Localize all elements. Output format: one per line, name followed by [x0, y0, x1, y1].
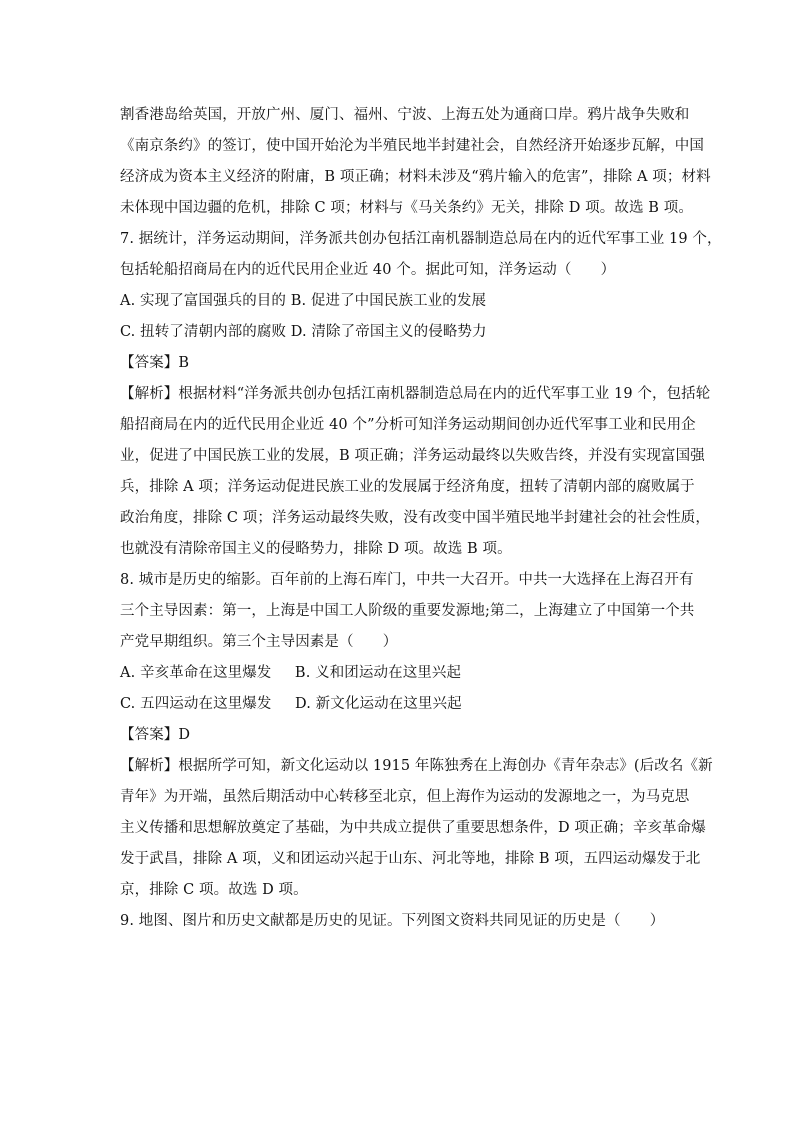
question-7-analysis: 政治角度，排除 C 项；洋务运动最终失败，没有改变中国半殖民地半封建社会的社会性质， [120, 510, 711, 526]
question-8-stem: 8. 城市是历史的缩影。百年前的上海石库门，中共一大召开。中共一大选择在上海召开有 [120, 572, 694, 588]
question-8-analysis: 青年》为开端，虽然后期活动中心转移至北京，但上海作为运动的发源地之一，为马克思 [120, 789, 690, 805]
question-8-options: C. 五四运动在这里爆发 D. 新文化运动在这里兴起 [120, 696, 462, 712]
text-line: 《南京条约》的签订，使中国开始沦为半殖民地半封建社会，自然经济开始逐步瓦解，中国 [120, 138, 704, 154]
question-8-stem: 产党早期组织。第三个主导因素是（ ） [120, 634, 398, 650]
question-7-answer: 【答案】B [120, 355, 190, 371]
question-8-stem: 三个主导因素：第一，上海是中国工人阶级的重要发源地;第二，上海建立了中国第一个共 [120, 603, 695, 619]
text-line: 未体现中国边疆的危机，排除 C 项；材料与《马关条约》无关，排除 D 项。故选 B 项。 [120, 200, 693, 216]
text-line: 经济成为资本主义经济的附庸，B 项正确；材料未涉及“鸦片输入的危害”，排除 A 项；材料 [120, 169, 711, 185]
question-8-analysis: 【解析】根据所学可知，新文化运动以 1915 年陈独秀在上海创办《青年杂志》(后改名《新 [120, 758, 713, 774]
question-8-analysis: 发于武昌，排除 A 项，义和团运动兴起于山东、河北等地，排除 B 项，五四运动爆发于北 [120, 851, 701, 867]
question-7-analysis: 也就没有清除帝国主义的侵略势力，排除 D 项。故选 B 项。 [120, 541, 512, 557]
document-body [120, 100, 722, 937]
question-7-analysis: 【解析】根据材料“洋务派共创办包括江南机器制造总局在内的近代军事工业 19 个，包括轮 [120, 386, 711, 402]
question-9-stem: 9. 地图、图片和历史文献都是历史的见证。下列图文资料共同见证的历史是（ ） [120, 913, 665, 929]
question-7-analysis: 兵，排除 A 项；洋务运动促进民族工业的发展属于经济角度，扭转了清朝内部的腐败属于 [120, 479, 695, 495]
question-7-analysis: 船招商局在内的近代民用企业近 40 个”分析可知洋务运动期间创办近代军事工业和民用企 [120, 417, 696, 433]
question-7-stem: 包括轮船招商局在内的近代民用企业近 40 个。据此可知，洋务运动（ ） [120, 262, 616, 278]
question-8-analysis: 京，排除 C 项。故选 D 项。 [120, 882, 308, 898]
question-8-answer: 【答案】D [120, 727, 191, 743]
question-7-options: A. 实现了富国强兵的目的 B. 促进了中国民族工业的发展 [120, 293, 487, 309]
question-7-analysis: 业，促进了中国民族工业的发展，B 项正确；洋务运动最终以失败告终，并没有实现富国强 [120, 448, 705, 464]
text-line: 割香港岛给英国，开放广州、厦门、福州、宁波、上海五处为通商口岸。鸦片战争失败和 [120, 107, 690, 123]
question-7-options: C. 扭转了清朝内部的腐败 D. 清除了帝国主义的侵略势力 [120, 324, 487, 340]
question-7-stem: 7. 据统计，洋务运动期间，洋务派共创办包括江南机器制造总局在内的近代军事工业 19 个， [120, 231, 722, 247]
question-8-analysis: 主义传播和思想解放奠定了基础，为中共成立提供了重要思想条件，D 项正确；辛亥革命爆 [120, 820, 706, 836]
question-8-options: A. 辛亥革命在这里爆发 B. 义和团运动在这里兴起 [120, 665, 462, 681]
